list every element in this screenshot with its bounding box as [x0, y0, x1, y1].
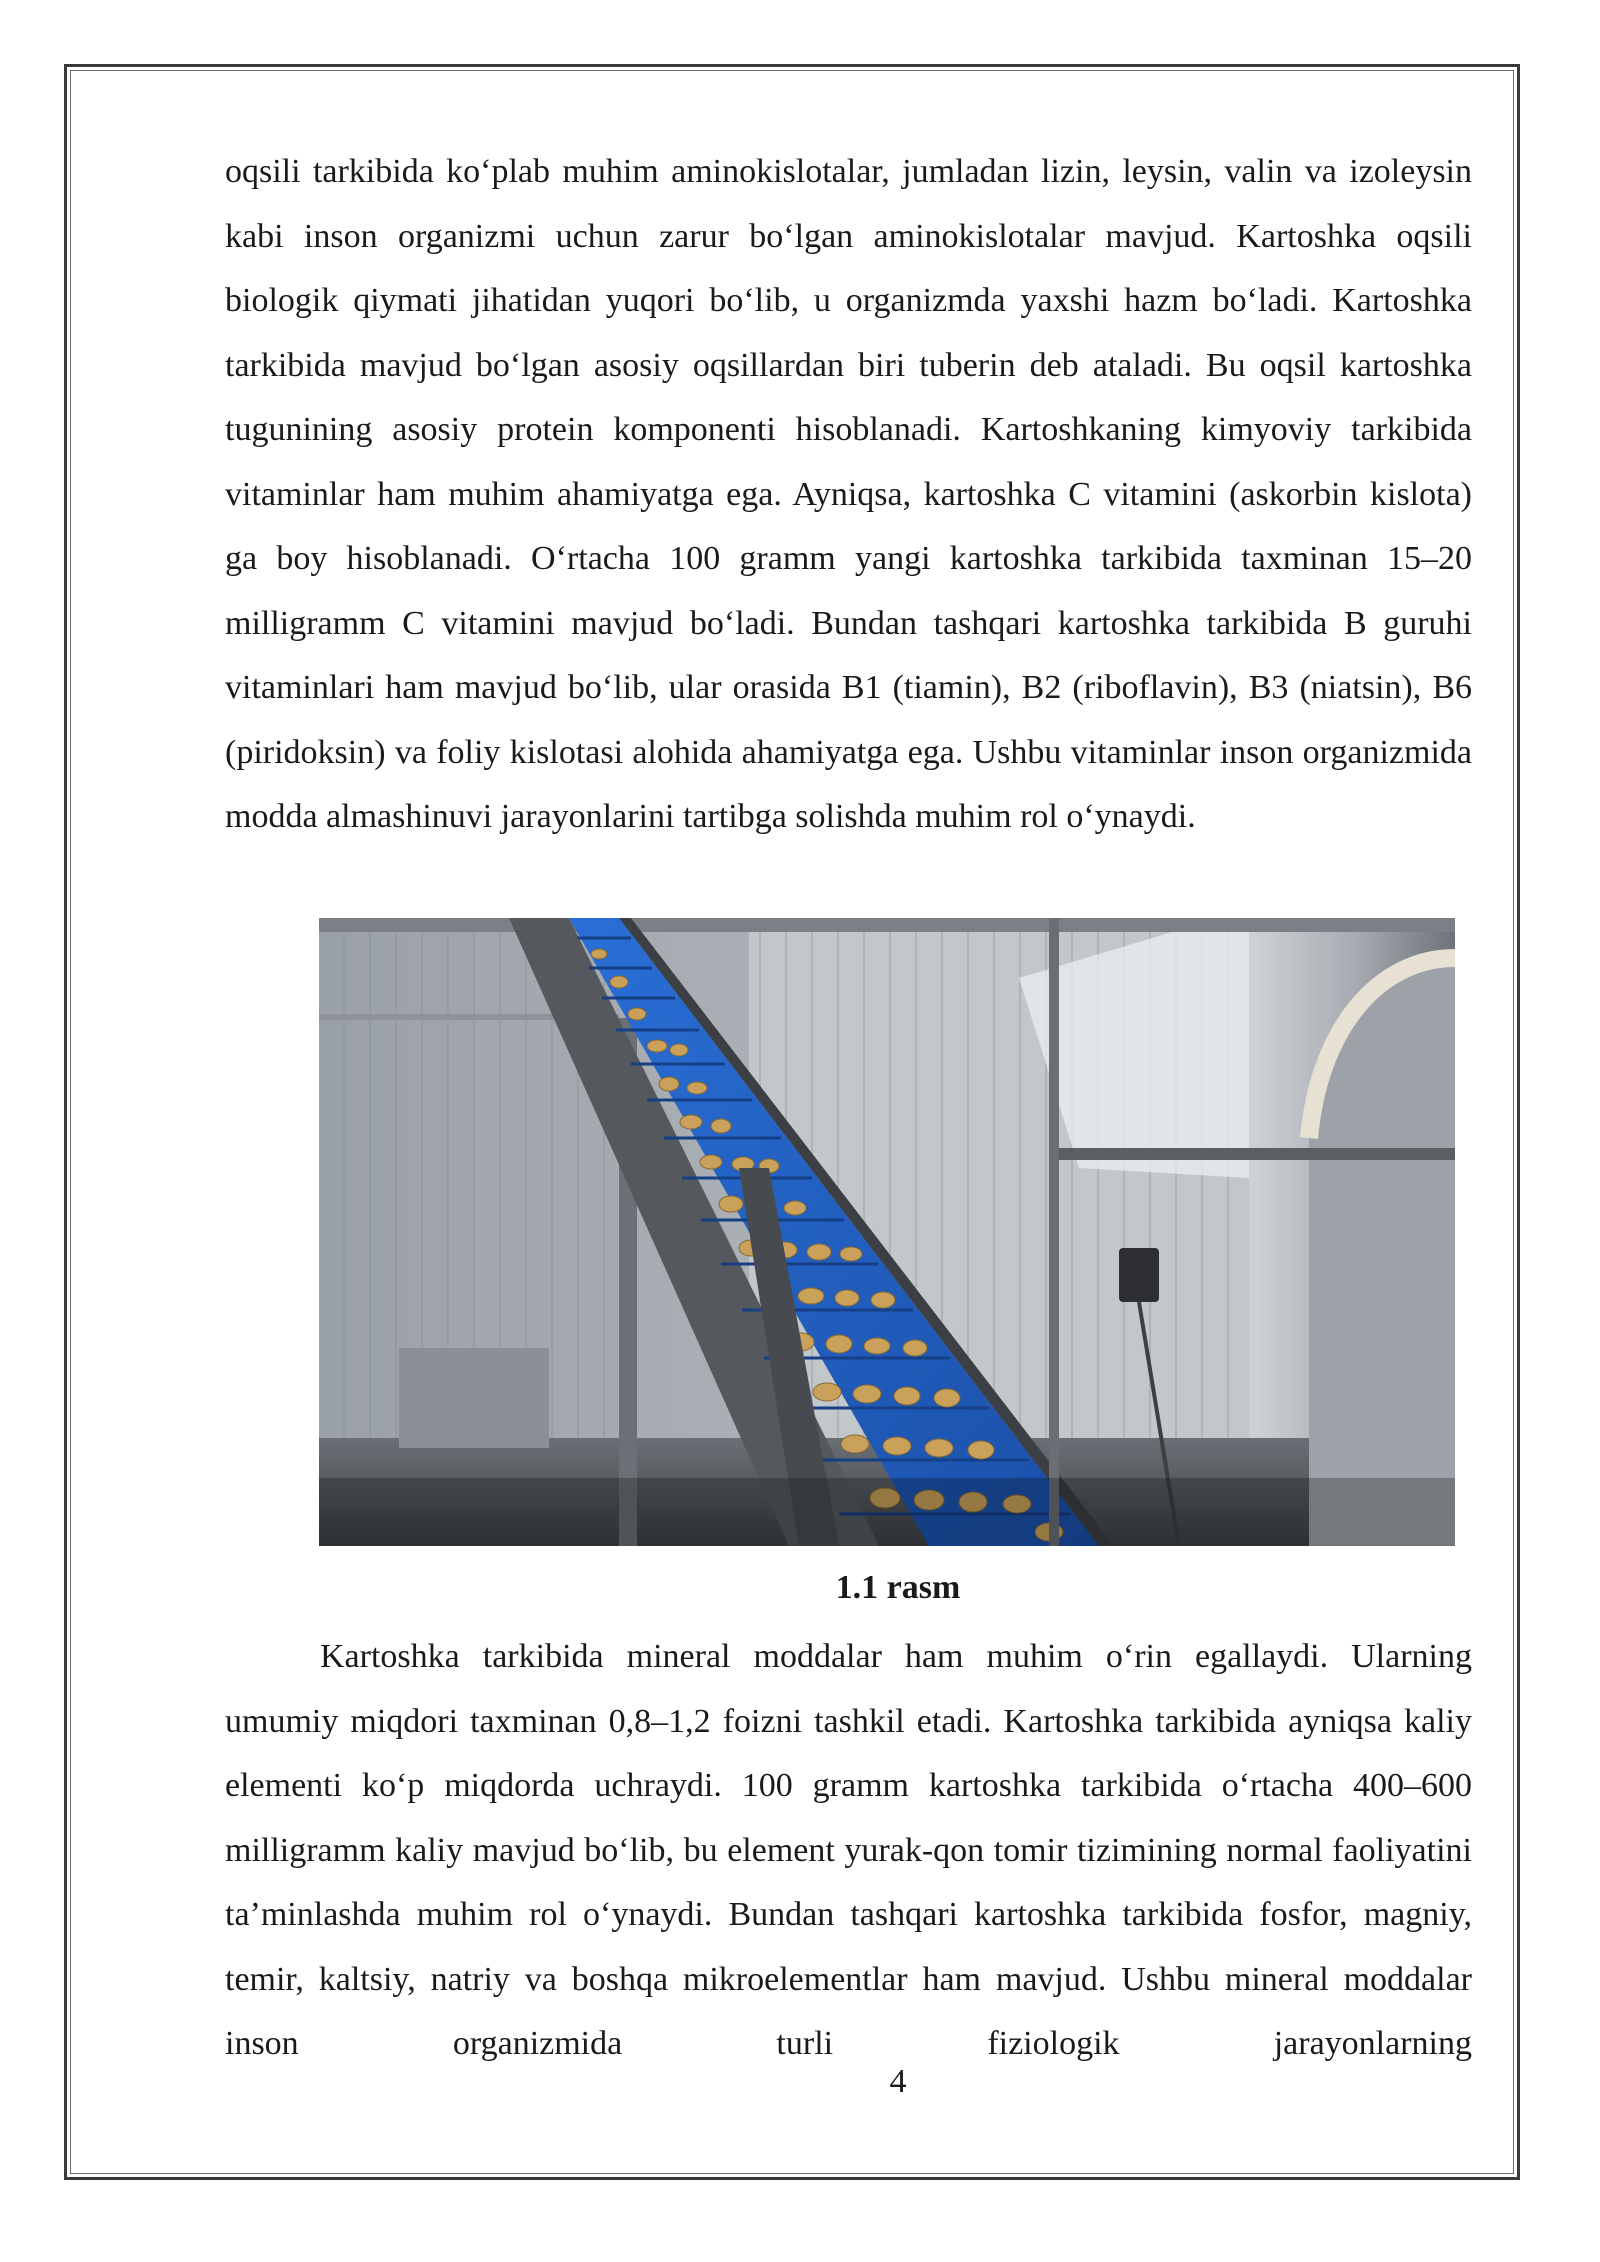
figure-caption: 1.1 rasm [835, 1569, 961, 1606]
figure-potato-conveyor-photo [319, 918, 1455, 1546]
body-paragraph-2: Kartoshka tarkibida mineral moddalar ham muhim o‘rin egallaydi. Ularning umumiy miqdori taxminan 0,8–1,2 foizni tashkil etadi. Kartoshka tarkibida ayniqsa kaliy elementi ko‘p miqdorda uchraydi. 100 gramm kartoshka tarkibida o‘rtacha 400–600 milligramm kaliy mavjud bo‘lib, bu element yurak-qon tomir tizimining normal faoliyatini ta’minlashda muhim rol o‘ynaydi. Bundan tashqari kartoshka tarkibida fosfor, magniy, temir, kaltsiy, natriy va boshqa mikroelementlar ham mavjud. Ushbu mineral moddalar inson organizmida turli fiziologik jarayonlarning [225, 1638, 1472, 2062]
body-paragraph-1: oqsili tarkibida ko‘plab muhim aminokislotalar, jumladan lizin, leysin, valin va izoleysin kabi inson organizmi uchun zarur bo‘lgan aminokislotalar mavjud. Kartoshka oqsili biologik qiymati jihatidan yuqori bo‘lib, u organizmda yaxshi hazm bo‘ladi. Kartoshka tarkibida mavjud bo‘lgan asosiy oqsillardan biri tuberin deb ataladi. Bu oqsil kartoshka tugunining asosiy protein komponenti hisoblanadi. Kartoshkaning kimyoviy tarkibida vitaminlar ham muhim ahamiyatga ega. Ayniqsa, kartoshka C vitamini (askorbin kislota) ga boy hisoblanadi. O‘rtacha 100 gramm yangi kartoshka tarkibida taxminan 15–20 milligramm C vitamini mavjud bo‘ladi. Bundan tashqari kartoshka tarkibida B guruhi vitaminlari ham mavjud bo‘lib, ular orasida B1 (tiamin), B2 (riboflavin), B3 (niatsin), B6 (piridoksin) va foliy kislotasi alohida ahamiyatga ega. Ushbu vitaminlar inson organizmida modda almashinuvi jarayonlarini tartibga solishda muhim rol o‘ynaydi. [225, 153, 1472, 835]
page-number: 4 [889, 2063, 907, 2100]
